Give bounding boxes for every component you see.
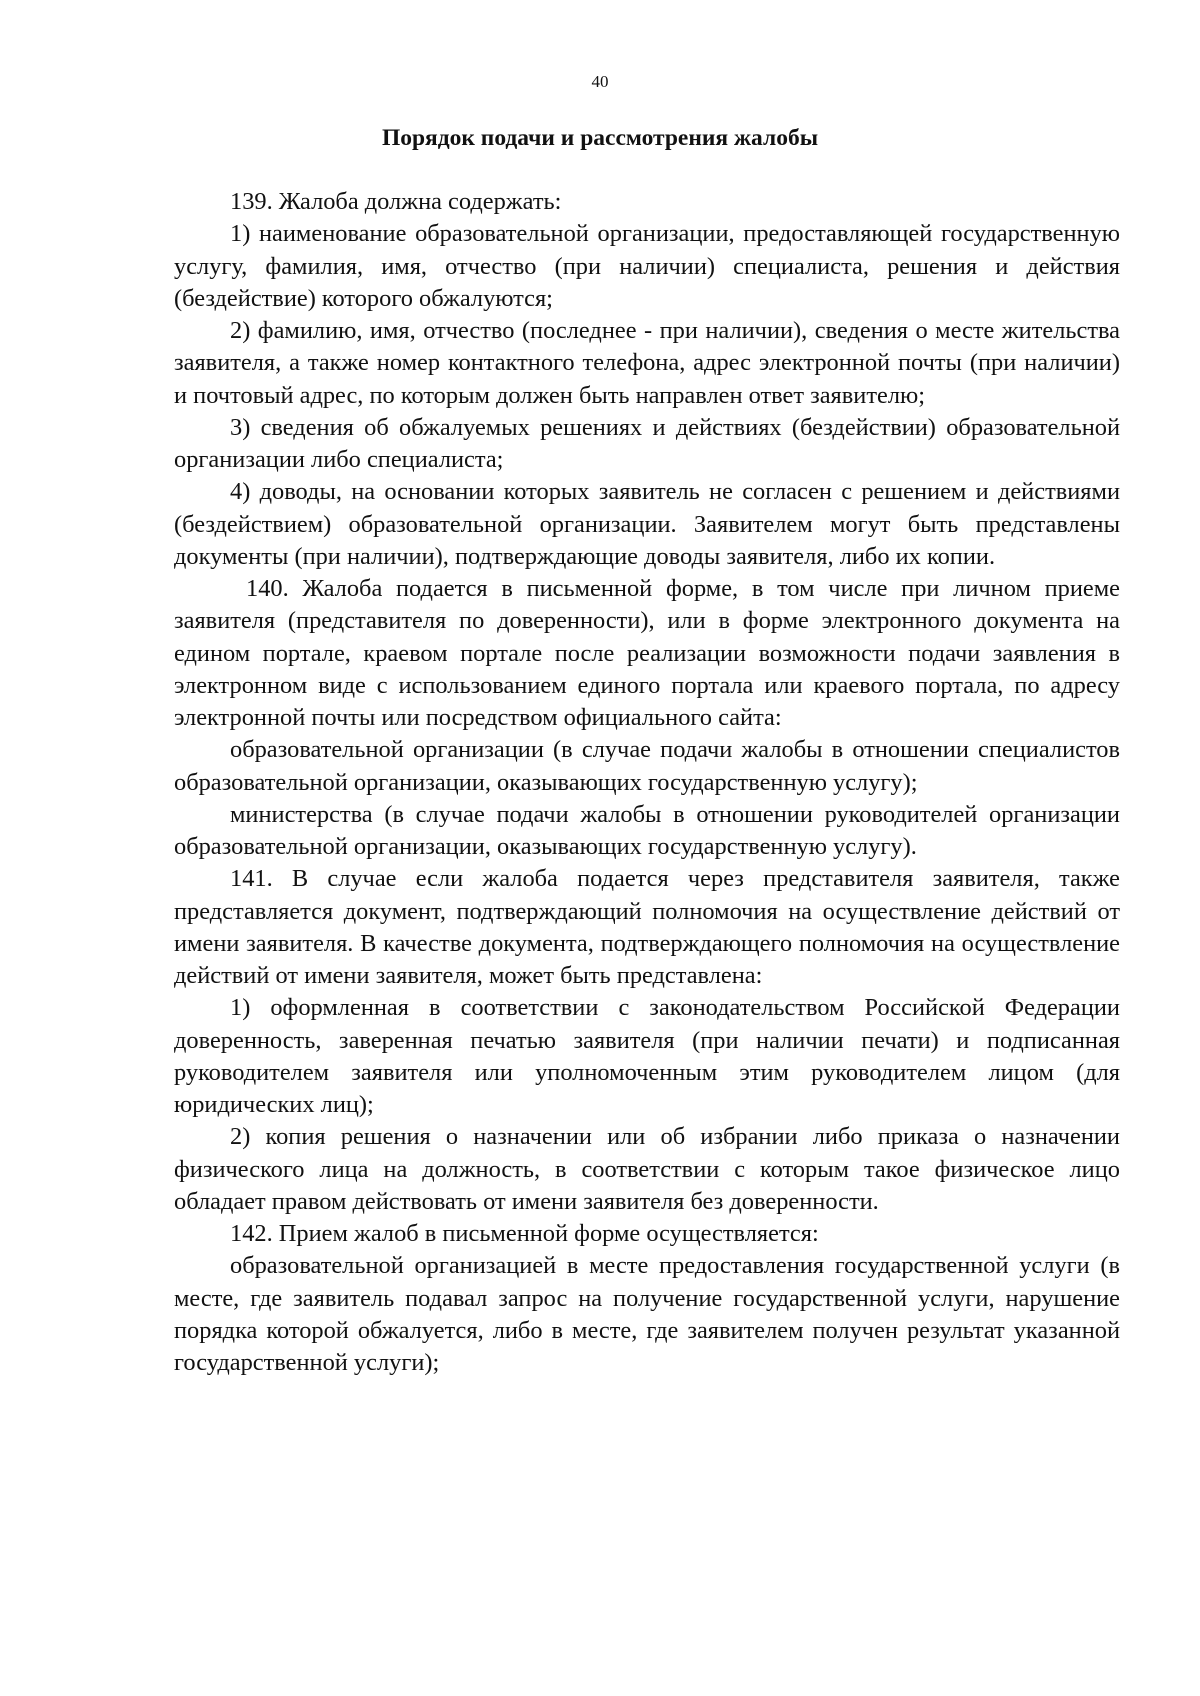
paragraph-139-item-3: 3) сведения об обжалуемых решениях и действиях (бездействии) образовательной организации либо специалиста; xyxy=(174,413,1120,473)
paragraph-142: 142. Прием жалоб в письменной форме осуществляется: xyxy=(230,1220,819,1247)
section-title: Порядок подачи и рассмотрения жалобы xyxy=(381,125,819,151)
paragraph-140-item-ministry: министерства (в случае подачи жалобы в отношении руководителей организации образовательной организации, оказывающих государственную услугу). xyxy=(174,800,1120,860)
paragraph-139: 139. Жалоба должна содержать: xyxy=(230,188,562,215)
paragraph-139-item-2: 2) фамилию, имя, отчество (последнее - при наличии), сведения о месте жительства заявителя, а также номер контактного телефона, адрес электронной почты (при наличии) и почтовый адрес, по которым должен быть направлен ответ заявителю; xyxy=(174,317,1120,409)
paragraph-141: 141. В случае если жалоба подается через представителя заявителя, также представляется документ, подтверждающий полномочия на осуществление действий от имени заявителя. В качестве документа, подтверждающего полномочия на осуществление действий от имени заявителя, может быть представлена: xyxy=(174,865,1120,989)
paragraph-139-item-4: 4) доводы, на основании которых заявитель не согласен с решением и действиями (бездействием) образовательной организации. Заявителем могут быть представлены документы (при наличии), подтверждающие доводы заявителя, либо их копии. xyxy=(174,478,1120,570)
paragraph-141-item-1: 1) оформленная в соответствии с законодательством Российской Федерации доверенность, заверенная печатью заявителя (при наличии печати) и подписанная руководителем заявителя или уполномоченным этим руководителем лицом (для юридических лиц); xyxy=(174,994,1120,1118)
document-body xyxy=(174,186,1120,1379)
paragraph-142-item-organization: образовательной организацией в месте предоставления государственной услуги (в месте, где заявитель подавал запрос на получение государственной услуги, нарушение порядка которой обжалуется, либо в месте, где заявителем получен результат указанной государственной услуги); xyxy=(174,1252,1120,1376)
paragraph-141-item-2: 2) копия решения о назначении или об избрании либо приказа о назначении физического лица на должность, в соответствии с которым такое физическое лицо обладает правом действовать от имени заявителя без доверенности. xyxy=(174,1123,1120,1215)
paragraph-140: 140. Жалоба подается в письменной форме, в том числе при личном приеме заявителя (представителя по доверенности), или в форме электронного документа на едином портале, краевом портале после реализации возможности подачи заявления в электронном виде с использованием единого портала или краевого портала, по адресу электронной почты или посредством официального сайта: xyxy=(174,575,1120,731)
paragraph-140-item-organization: образовательной организации (в случае подачи жалобы в отношении специалистов образовательной организации, оказывающих государственную услугу); xyxy=(174,736,1120,796)
paragraph-139-item-1: 1) наименование образовательной организации, предоставляющей государственную услугу, фамилия, имя, отчество (при наличии) специалиста, решения и действия (бездействие) которого обжалуются; xyxy=(174,220,1120,312)
page-number: 40 xyxy=(591,72,609,91)
